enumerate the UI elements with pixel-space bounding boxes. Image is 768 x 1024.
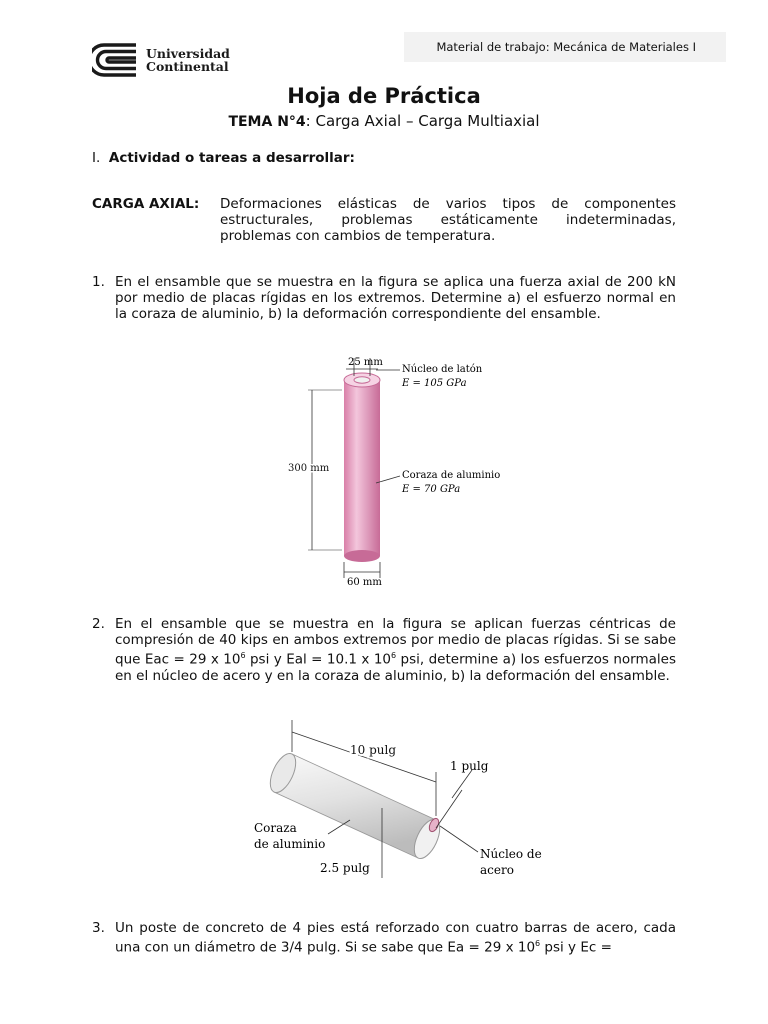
inner-dim-line	[436, 790, 462, 828]
shell-label: Coraza de aluminio	[402, 470, 501, 481]
top-dim-label: 25 mm	[348, 357, 383, 368]
shell-label-1: Coraza	[254, 821, 297, 835]
page-title: Hoja de Práctica	[287, 84, 481, 108]
problem-3-number: 3.	[92, 920, 105, 936]
logo-text	[146, 47, 230, 74]
problem-2-exp-1: 6	[240, 651, 246, 660]
problem-2-text-a: En el ensamble que se muestra en la figura se aplican fuerzas céntricas de compresión de 40 kips en ambos extremos por medio de placas rígidas. Si se sabe que Eac = 29 x 10	[115, 616, 676, 668]
figure-1-cylinder	[280, 350, 520, 590]
problem-2-text-b: psi y Eal = 10.1 x 10	[245, 651, 392, 668]
length-label: 10 pulg	[350, 743, 397, 757]
inner-dim-leader	[452, 770, 472, 798]
problem-3-exp-1: 6	[535, 939, 541, 948]
tema-topic: : Carga Axial – Carga Multiaxial	[305, 112, 540, 130]
problem-1-text: En el ensamble que se muestra en la figura se aplica una fuerza axial de 200 kN por medio de placas rígidas en los extremos. Determine a) el esfuerzo normal en la coraza de aluminio, b) la deformación correspondiente del ensamble.	[115, 274, 676, 322]
problem-3-text-b: psi y Ec =	[540, 939, 612, 956]
logo-line-1: Universidad	[146, 45, 230, 61]
tema-number: TEMA N°4	[228, 114, 306, 130]
section-number: I.	[92, 150, 101, 166]
core-label-2: acero	[480, 863, 514, 877]
core-leader	[440, 826, 478, 852]
page-subtitle	[0, 112, 768, 130]
problem-1-number: 1.	[92, 274, 105, 290]
height-label: 300 mm	[288, 463, 330, 474]
course-header	[404, 32, 726, 62]
core-label-1: Núcleo de	[480, 847, 542, 861]
aluminum-shell-body	[344, 380, 380, 556]
problem-3-text	[115, 920, 676, 956]
shell-label-2: de aluminio	[254, 837, 326, 851]
problem-3-text-a: Un poste de concreto de 4 pies está reforzado con cuatro barras de acero, cada una con un diámetro de 3/4 pulg. Si se sabe que Ea = 29 x 10	[115, 920, 676, 956]
brass-core-face	[354, 377, 370, 383]
carga-description: Deformaciones elásticas de varios tipos de componentes estructurales, problemas estáticamente indeterminadas, problemas con cambios de temperatura.	[220, 196, 676, 244]
carga-label: CARGA AXIAL:	[92, 196, 200, 212]
core-modulus: E = 105 GPa	[402, 378, 467, 389]
logo-line-2: Continental	[146, 59, 229, 74]
problem-2-text-c: psi, determine a) los esfuerzos normales en el núcleo de acero y en la coraza de aluminio, b) la deformación del ensamble.	[115, 651, 676, 684]
core-label: Núcleo de latón	[402, 364, 483, 375]
problem-2-number: 2.	[92, 616, 105, 632]
logo-mark-icon	[92, 42, 138, 78]
figure-2-cylinder	[240, 712, 560, 892]
inner-dim-label: 1 pulg	[450, 759, 489, 773]
bottom-dim-label: 60 mm	[347, 577, 382, 588]
outer-dim-label: 2.5 pulg	[320, 861, 370, 875]
course-header-text: Material de trabajo: Mecánica de Materiales I	[436, 40, 696, 54]
problem-2-text	[115, 616, 676, 684]
shell-bottom-face	[344, 550, 380, 562]
university-logo	[92, 42, 230, 78]
shell-modulus: E = 70 GPa	[402, 484, 461, 495]
section-heading	[92, 150, 355, 166]
section-title: Actividad o tareas a desarrollar:	[108, 150, 355, 166]
problem-2-exp-2: 6	[391, 651, 397, 660]
